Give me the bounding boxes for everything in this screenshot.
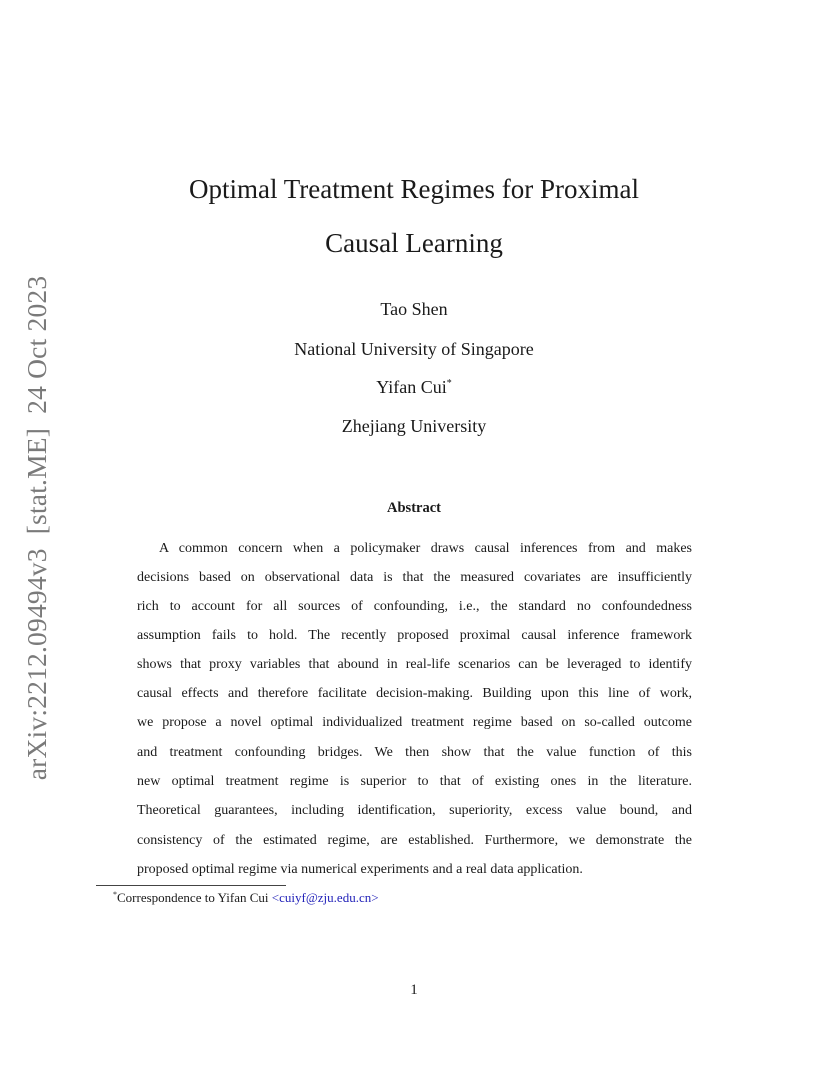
footnote	[113, 891, 379, 904]
abstract-line: shows that proxy variables that abound in real-life scenarios can be leveraged to identify	[137, 657, 692, 672]
abstract-line: causal effects and therefore facilitate decision-making. Building upon this line of work,	[137, 686, 692, 701]
abstract-line: consistency of the estimated regime, are established. Furthermore, we demonstrate the	[137, 833, 692, 848]
abstract-line: we propose a novel optimal individualized treatment regime based on so-called outcome	[137, 715, 692, 730]
footnote-rule	[96, 885, 286, 886]
arxiv-date: 24 Oct 2023	[21, 275, 52, 414]
author-footnote-marker: *	[446, 378, 452, 389]
abstract-line: rich to account for all sources of confounding, i.e., the standard no confoundedness	[137, 599, 692, 614]
paper-title-line-1: Optimal Treatment Regimes for Proximal	[189, 174, 639, 204]
abstract-line: and treatment confounding bridges. We then show that the value function of this	[137, 745, 692, 760]
abstract-line: proposed optimal regime via numerical experiments and a real data application.	[137, 862, 583, 877]
author-affiliation-1: National University of Singapore	[294, 339, 534, 359]
footnote-text: Correspondence to Yifan Cui	[117, 890, 272, 905]
author-affiliation-2: Zhejiang University	[341, 416, 487, 436]
page-number: 1	[410, 982, 418, 998]
email-close-bracket: >	[371, 890, 379, 905]
author-name-1: Tao Shen	[380, 299, 448, 319]
arxiv-category: [stat.ME]	[21, 427, 52, 535]
footnote-marker: *	[113, 890, 117, 899]
author-name-2: Yifan Cui	[376, 377, 447, 397]
abstract-line: assumption fails to hold. The recently proposed proximal causal inference framework	[137, 628, 692, 643]
abstract-line: A common concern when a policymaker draws causal inferences from and makes	[159, 541, 692, 556]
author-name-2-line	[0, 378, 828, 396]
abstract-line: Theoretical guarantees, including identification, superiority, excess value bound, and	[137, 803, 692, 818]
abstract-heading: Abstract	[387, 500, 441, 516]
correspondence-email-link[interactable]: cuiyf@zju.edu.cn	[279, 890, 372, 905]
paper-title-line-2: Causal Learning	[325, 228, 503, 258]
email-open-bracket: <	[271, 890, 280, 905]
arxiv-identifier: arXiv:2212.09494v3	[21, 548, 52, 781]
abstract-line: new optimal treatment regime is superior to that of existing ones in the literature.	[137, 774, 692, 789]
abstract-line: decisions based on observational data is that the measured covariates are insufficiently	[137, 570, 692, 585]
